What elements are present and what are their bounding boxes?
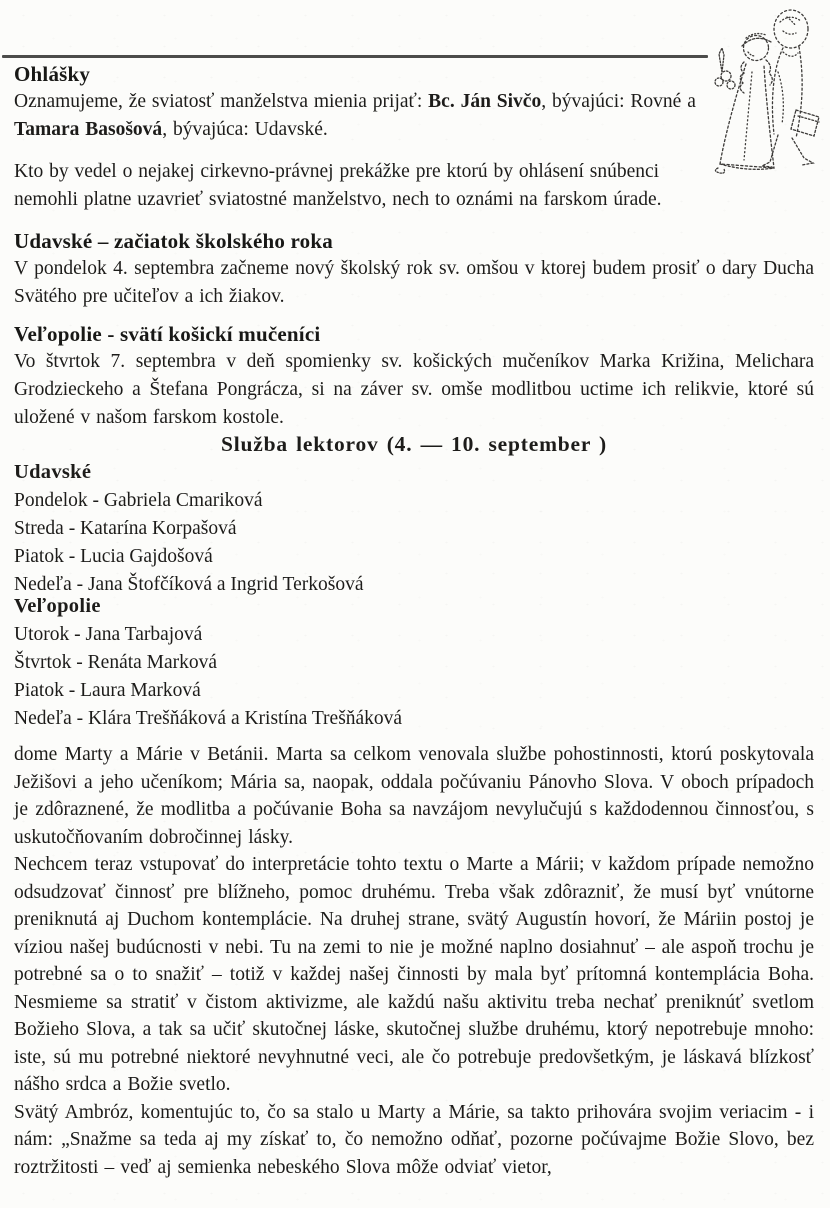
ohlasky-paragraph-2: Kto by vedel o nejakej cirkevno-právnej prekážke pre ktorú by ohlásení snúbenci nemohli platne uzavrieť sviatostné manželstvo, nech to oznámi na farskom úrade. — [14, 161, 662, 210]
meditation-paragraph-3: Svätý Ambróz, komentujúc to, čo sa stalo u Marty a Márie, sa takto prihovára svojim veriacim - i nám: „Snažme sa teda aj my získať to, čo nemožno odňať, pozorne počúvajme Božie Slovo, bez roztržitosti – veď aj semienka nebeského Slova môže odviať vietor, — [14, 1101, 814, 1178]
lector-row-sunday: Nedeľa - Klára Trešňáková a Kristína Trešňáková — [14, 708, 403, 729]
velopolie-martyrs-title: Veľopolie - svätí košickí mučeníci — [14, 322, 321, 346]
udavske-school-paragraph: V pondelok 4. septembra začneme nový školský rok sv. omšou v ktorej budem prosiť o dary Ducha Svätého pre učiteľov a ich žiakov. — [14, 258, 814, 307]
lector-row-thursday: Štvrtok - Renáta Marková — [14, 652, 218, 673]
groom-name: Bc. Ján Sivčo — [428, 91, 542, 112]
ohlasky-p1-mid: , bývajúci: Rovné a — [541, 91, 696, 112]
meditation-text — [14, 741, 814, 1181]
lector-row-wednesday: Streda - Katarína Korpašová — [14, 518, 237, 539]
ohlasky-p1-post: , bývajúca: Udavské. — [162, 119, 328, 140]
horizontal-rule — [2, 55, 708, 58]
velopolie-martyrs-paragraph: Vo štvrtok 7. septembra v deň spomienky sv. košických mučeníkov Marka Križina, Melichara Grodzieckeho a Štefana Pongrácza, si na záver sv. omše modlitbou uctime ich relikvie, ktoré sú uložené v našom farskom kostole. — [14, 351, 814, 428]
lectors-udavske-list — [14, 487, 814, 599]
lector-row-tuesday: Utorok - Jana Tarbajová — [14, 624, 203, 645]
lector-row-friday: Piatok - Lucia Gajdošová — [14, 546, 213, 567]
udavske-school-title: Udavské – začiatok školského roka — [14, 229, 333, 253]
ohlasky-p1-pre: Oznamujeme, že sviatosť manželstva mienia prijať: — [14, 91, 429, 112]
meditation-paragraph-2: Nechcem teraz vstupovať do interpretácie tohto textu o Marte a Márii; v každom prípade nemožno odsudzovať činnosť pre blížneho, pomoc druhému. Treba však zdôrazniť, že musí byť vnútorne preniknutá aj Duchom kontemplácie. Na druhej strane, svätý Augustín hovorí, že Máriin postoj je víziou našej budúcnosti v nebi. Tu na zemi to nie je možné naplno dosiahnuť – ale aspoň trochu je potrebné sa o to snažiť – totiž v každej našej činnosti by mala byť prítomná kontemplácia Boha. Nesmieme sa stratiť v čistom aktivizme, ale každú našu aktivitu treba nechať preniknúť svetlom Božieho Slova, a tak sa učiť skutočnej láske, skutočnej službe druhému, ktorý nepotrebuje mnoho: iste, sú mu potrebné niektoré nevyhnutné veci, ale čo potrebuje predovšetkým, je láskavá blízkosť nášho srdca a Božie svetlo. — [14, 854, 814, 1095]
lectors-velopolie-list — [14, 621, 814, 733]
wedding-couple-illustration — [704, 2, 828, 178]
bride-name: Tamara Basošová — [14, 119, 163, 140]
lector-row-sunday: Nedeľa - Jana Štofčíková a Ingrid Terkošová — [14, 574, 364, 595]
lector-row-friday: Piatok - Laura Marková — [14, 680, 201, 701]
lectors-title: Služba lektorov (4. — 10. september ) — [221, 432, 607, 456]
meditation-paragraph-1: dome Marty a Márie v Betánii. Marta sa celkom venovala službe pohostinnosti, ktorú poskytovala Ježišovi a jeho učeníkom; Mária sa, naopak, oddala počúvaniu Pánovho Slova. V oboch prípadoch je zdôraznené, že modlitba a počúvanie Boha sa navzájom nevylučujú s každodennou činnosťou, s uskutočňovaním dobročinnej lásky. — [14, 744, 814, 848]
lectors-velopolie-title: Veľopolie — [14, 595, 101, 617]
ohlasky-paragraph-1 — [14, 88, 714, 144]
ohlasky-title: Ohlášky — [14, 62, 91, 86]
lectors-udavske-title: Udavské — [14, 461, 92, 483]
lector-row-monday: Pondelok - Gabriela Cmariková — [14, 490, 263, 511]
